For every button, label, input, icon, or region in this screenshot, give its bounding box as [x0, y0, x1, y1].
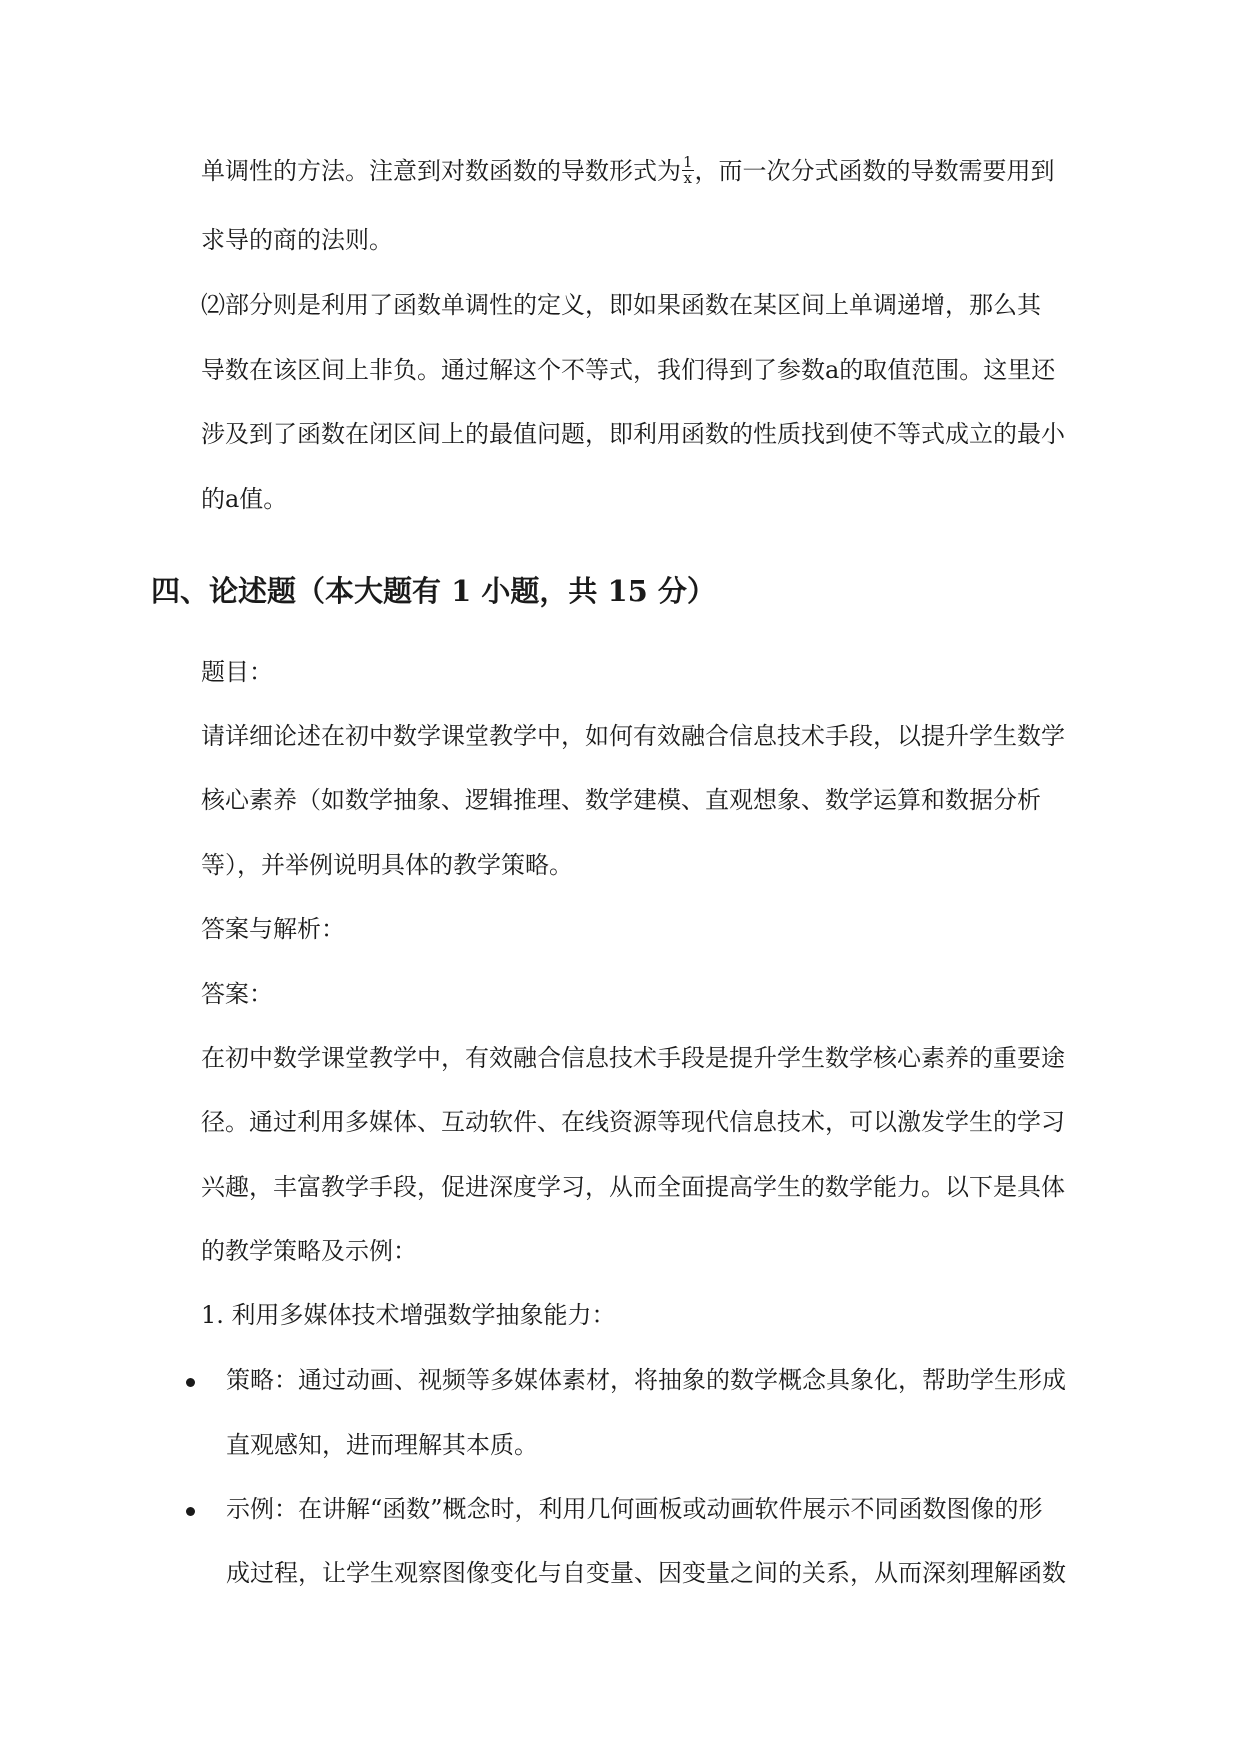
answer-analysis-label: 答案与解析：	[201, 915, 345, 943]
analysis-part2-line-2: 导数在该区间上非负。通过解这个不等式，我们得到了参数a的取值范围。这里还	[201, 356, 1056, 384]
numbered-item-1: 1. 利用多媒体技术增强数学抽象能力：	[201, 1301, 616, 1329]
question-label: 题目：	[201, 658, 273, 686]
bullet-1-line-1: 策略：通过动画、视频等多媒体素材，将抽象的数学概念具象化，帮助学生形成	[226, 1366, 1066, 1394]
analysis-line-1	[201, 155, 1055, 188]
section-heading: 四、论述题（本大题有 1 小题，共 15 分）	[151, 574, 716, 608]
answer-line-3: 兴趣，丰富教学手段，促进深度学习，从而全面提高学生的数学能力。以下是具体	[201, 1173, 1065, 1201]
bullet-1-line-2: 直观感知，进而理解其本质。	[226, 1431, 538, 1459]
analysis-line-1-post: ，而一次分式函数的导数需要用到	[694, 157, 1055, 185]
question-line-2: 核心素养（如数学抽象、逻辑推理、数学建模、直观想象、数学运算和数据分析	[201, 786, 1041, 814]
question-line-3: 等），并举例说明具体的教学策略。	[201, 851, 573, 879]
analysis-line-1-pre: 单调性的方法。注意到对数函数的导数形式为	[201, 157, 681, 185]
bullet-2-line-1: 示例：在讲解“函数”概念时，利用几何画板或动画软件展示不同函数图像的形	[226, 1495, 1043, 1523]
fraction-denominator: x	[683, 169, 692, 187]
fraction-numerator: 1	[683, 153, 693, 171]
answer-line-1: 在初中数学课堂教学中，有效融合信息技术手段是提升学生数学核心素养的重要途	[201, 1044, 1065, 1072]
analysis-line-2: 求导的商的法则。	[201, 226, 393, 254]
answer-label: 答案：	[201, 980, 273, 1008]
bullet-dot	[186, 1507, 195, 1516]
bullet-2-line-2: 成过程，让学生观察图像变化与自变量、因变量之间的关系，从而深刻理解函数	[226, 1559, 1066, 1587]
answer-line-4: 的教学策略及示例：	[201, 1237, 417, 1265]
analysis-part2-line-3: 涉及到了函数在闭区间上的最值问题，即利用函数的性质找到使不等式成立的最小	[201, 420, 1065, 448]
answer-line-2: 径。通过利用多媒体、互动软件、在线资源等现代信息技术，可以激发学生的学习	[201, 1108, 1065, 1136]
analysis-part2-line-1: ⑵部分则是利用了函数单调性的定义，即如果函数在某区间上单调递增，那么其	[201, 291, 1041, 319]
question-line-1: 请详细论述在初中数学课堂教学中，如何有效融合信息技术手段，以提升学生数学	[201, 722, 1065, 750]
bullet-dot	[186, 1378, 195, 1387]
fraction-one-over-x	[682, 155, 694, 186]
analysis-part2-line-4: 的a值。	[201, 485, 288, 513]
